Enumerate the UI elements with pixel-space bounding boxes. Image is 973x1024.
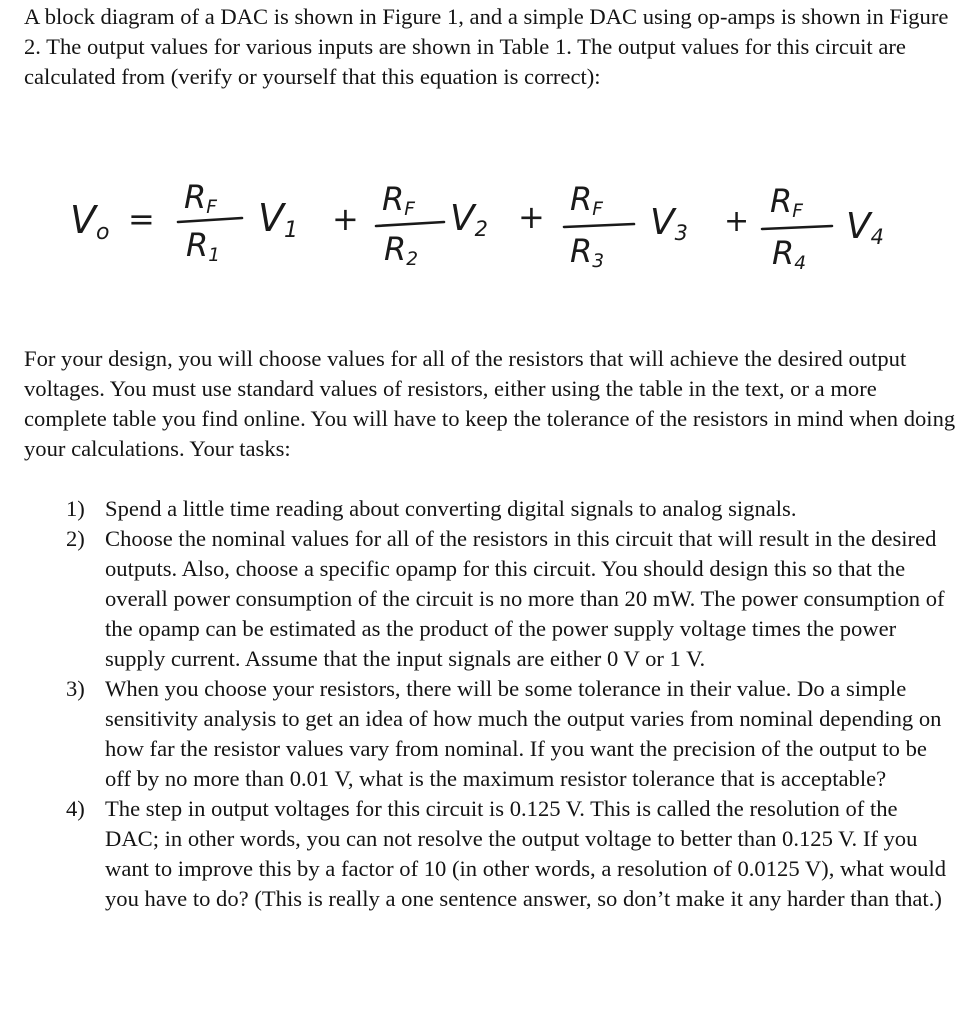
list-item: [66, 494, 956, 524]
fraction-bar-3: [564, 224, 634, 227]
term3-numerator: RF: [570, 180, 603, 221]
term1-numerator: RF: [184, 178, 217, 219]
term3-voltage: V3: [650, 202, 688, 245]
list-item: [66, 674, 956, 794]
term2-denominator: R2: [384, 230, 419, 271]
task-text: The step in output voltages for this circuit is 0.125 V. This is called the resolution of the DAC; in other words, you can not resolve the output voltage to better than 0.125 V. If you want to improve this by a factor of 10 (in other words, a resolution of 0.0125 V), what would you have to do? (This is really a one sentence answer, so don’t make it any harder than that.): [105, 796, 947, 911]
term2-voltage: V2: [450, 198, 488, 241]
intro-paragraph: A block diagram of a DAC is shown in Figure 1, and a simple DAC using op-amps is shown in Figure 2. The output values for various inputs are shown in Table 1. The output values for this circuit are calculated from (verify or yourself that this equation is correct):: [24, 4, 949, 89]
term1-denominator: R1: [186, 226, 221, 267]
list-item: [66, 794, 956, 914]
plus-sign-3: +: [724, 204, 750, 239]
term2-numerator: RF: [382, 180, 415, 221]
term4-numerator: RF: [770, 182, 803, 223]
task-number: 2): [66, 526, 85, 551]
term1-voltage: V1: [258, 196, 299, 244]
term4-voltage: V4: [846, 206, 884, 249]
task-text: Spend a little time reading about converting digital signals to analog signals.: [105, 496, 797, 521]
plus-sign-1: +: [332, 200, 359, 238]
task-number: 3): [66, 676, 85, 701]
task-list: [66, 494, 956, 914]
dac-output-equation: [60, 160, 920, 300]
task-text: Choose the nominal values for all of the resistors in this circuit that will result in the desired outputs. Also, choose a specific opamp for this circuit. You should design this so that the overall power consumption of the circuit is no more than 20 mW. The power consumption of the opamp can be estimated as the product of the power supply voltage times the power supply current. Assume that the input signals are either 0 V or 1 V.: [105, 526, 945, 671]
design-paragraph: For your design, you will choose values for all of the resistors that will achieve the desired output voltages. You must use standard values of resistors, either using the table in the text, or a more complete table you find online. You will have to keep the tolerance of the resistors in mind when doing your calculations. Your tasks:: [24, 346, 956, 461]
plus-sign-2: +: [518, 198, 545, 236]
fraction-bar-4: [762, 226, 832, 229]
equals-sign: =: [128, 200, 155, 238]
task-number: 4): [66, 796, 85, 821]
task-text: When you choose your resistors, there will be some tolerance in their value. Do a simple sensitivity analysis to get an idea of how much the output varies from nominal depending on how far the resistor values vary from nominal. If you want the precision of the output to be off by no more than 0.01 V, what is the maximum resistor tolerance that is acceptable?: [105, 676, 942, 791]
term3-denominator: R3: [570, 232, 605, 273]
term4-denominator: R4: [772, 234, 807, 275]
task-number: 1): [66, 496, 85, 521]
list-item: [66, 524, 956, 674]
fraction-bar-1: [178, 218, 242, 222]
fraction-bar-2: [376, 222, 444, 226]
output-voltage-symbol: Vo: [70, 198, 110, 246]
